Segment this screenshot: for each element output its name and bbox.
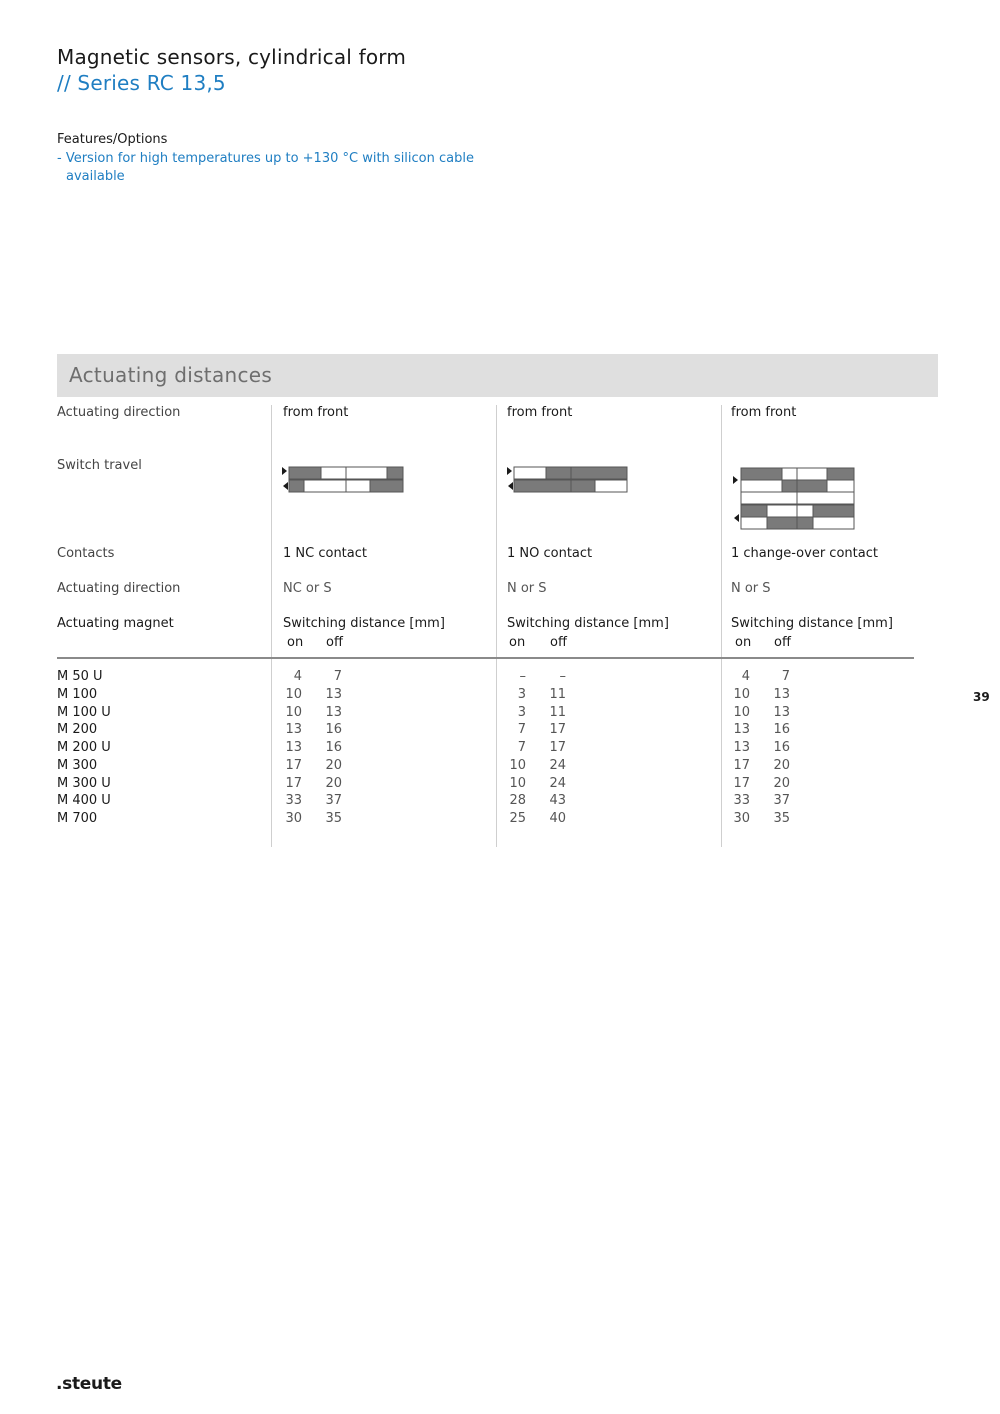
col3-off-value: 20 xyxy=(773,758,790,773)
col1-contact: 1 NC contact xyxy=(283,546,367,561)
col1-off-value: 20 xyxy=(325,776,342,791)
magnet-name: M 50 U xyxy=(57,669,103,684)
col3-on-label: on xyxy=(735,635,752,650)
col1-off-value: 37 xyxy=(325,793,342,808)
col1-off-value: 35 xyxy=(325,811,342,826)
col2-off-label: off xyxy=(550,635,567,650)
col3-on-value: 17 xyxy=(733,776,750,791)
col3-off-label: off xyxy=(774,635,791,650)
col1-on-value: 13 xyxy=(285,722,302,737)
col1-on-value: 4 xyxy=(293,669,302,684)
col1-off-value: 16 xyxy=(325,722,342,737)
magnet-name: M 100 U xyxy=(57,705,111,720)
forward-arrow-icon xyxy=(733,476,738,484)
col1-on-label: on xyxy=(287,635,304,650)
col3-on-value: 13 xyxy=(733,740,750,755)
col2-off-value: 17 xyxy=(549,740,566,755)
col1-on-value: 13 xyxy=(285,740,302,755)
col2-off-value: 40 xyxy=(549,811,566,826)
features-heading: Features/Options xyxy=(57,132,168,147)
col2-off-value: 24 xyxy=(549,758,566,773)
col3-direction: from front xyxy=(731,405,797,420)
nc-switch-travel-diagram xyxy=(281,466,405,496)
col2-on-value: 10 xyxy=(509,776,526,791)
label-switch-travel: Switch travel xyxy=(57,458,142,473)
col1-off-value: 13 xyxy=(325,705,342,720)
col1-poles: NC or S xyxy=(283,581,332,596)
no-switch-travel-diagram xyxy=(506,466,630,496)
col1-off-value: 7 xyxy=(333,669,342,684)
col1-on-value: 10 xyxy=(285,705,302,720)
col2-on-value: 7 xyxy=(517,740,526,755)
col2-on-label: on xyxy=(509,635,526,650)
magnet-name: M 300 xyxy=(57,758,98,773)
column-divider xyxy=(271,405,272,847)
page-number: 39 xyxy=(973,690,990,704)
col1-off-value: 13 xyxy=(325,687,342,702)
series-subtitle: // Series RC 13,5 xyxy=(57,71,226,95)
col2-off-value: – xyxy=(559,669,566,684)
magnet-name: M 100 xyxy=(57,687,98,702)
forward-arrow-icon xyxy=(507,467,512,475)
col1-on-value: 33 xyxy=(285,793,302,808)
col2-on-value: 3 xyxy=(517,687,526,702)
page-title: Magnetic sensors, cylindrical form xyxy=(57,45,407,69)
col1-off-value: 16 xyxy=(325,740,342,755)
col2-switching-heading: Switching distance [mm] xyxy=(507,616,669,631)
col3-on-value: 4 xyxy=(741,669,750,684)
col2-on-value: 25 xyxy=(509,811,526,826)
backward-arrow-icon xyxy=(283,482,288,490)
col3-on-value: 33 xyxy=(733,793,750,808)
col1-direction: from front xyxy=(283,405,349,420)
col1-on-value: 10 xyxy=(285,687,302,702)
col1-off-value: 20 xyxy=(325,758,342,773)
col2-off-value: 24 xyxy=(549,776,566,791)
col3-on-value: 13 xyxy=(733,722,750,737)
col3-off-value: 16 xyxy=(773,740,790,755)
col3-on-value: 10 xyxy=(733,687,750,702)
col2-on-value: 7 xyxy=(517,722,526,737)
col3-switching-heading: Switching distance [mm] xyxy=(731,616,893,631)
col2-on-value: 3 xyxy=(517,705,526,720)
col2-direction: from front xyxy=(507,405,573,420)
magnet-name: M 700 xyxy=(57,811,98,826)
col3-off-value: 20 xyxy=(773,776,790,791)
col1-on-value: 30 xyxy=(285,811,302,826)
backward-arrow-icon xyxy=(508,482,513,490)
changeover-switch-travel-diagram xyxy=(732,466,858,534)
label-actuating-direction-2: Actuating direction xyxy=(57,581,181,596)
column-divider xyxy=(496,405,497,847)
col2-on-value: 28 xyxy=(509,793,526,808)
col2-contact: 1 NO contact xyxy=(507,546,593,561)
col2-on-value: 10 xyxy=(509,758,526,773)
col2-off-value: 17 xyxy=(549,722,566,737)
magnet-name: M 300 U xyxy=(57,776,111,791)
steute-logo: .steute xyxy=(56,1374,122,1394)
col3-off-value: 16 xyxy=(773,722,790,737)
feature-item-line2: available xyxy=(66,169,125,184)
backward-arrow-icon xyxy=(734,514,739,522)
col3-off-value: 13 xyxy=(773,687,790,702)
col3-off-value: 7 xyxy=(781,669,790,684)
magnet-name: M 200 xyxy=(57,722,98,737)
col3-off-value: 13 xyxy=(773,705,790,720)
col1-off-label: off xyxy=(326,635,343,650)
forward-arrow-icon xyxy=(282,467,287,475)
col2-off-value: 43 xyxy=(549,793,566,808)
col2-off-value: 11 xyxy=(549,687,566,702)
col3-on-value: 30 xyxy=(733,811,750,826)
col3-on-value: 10 xyxy=(733,705,750,720)
col3-poles: N or S xyxy=(731,581,771,596)
label-actuating-direction: Actuating direction xyxy=(57,405,181,420)
col3-off-value: 37 xyxy=(773,793,790,808)
feature-item-line1: - Version for high temperatures up to +130 °C with silicon cable xyxy=(57,151,474,166)
col1-on-value: 17 xyxy=(285,758,302,773)
label-contacts: Contacts xyxy=(57,546,115,561)
col3-on-value: 17 xyxy=(733,758,750,773)
col1-on-value: 17 xyxy=(285,776,302,791)
col2-poles: N or S xyxy=(507,581,547,596)
col2-on-value: – xyxy=(519,669,526,684)
label-actuating-magnet: Actuating magnet xyxy=(57,616,174,631)
col1-switching-heading: Switching distance [mm] xyxy=(283,616,445,631)
magnet-name: M 400 U xyxy=(57,793,111,808)
col3-contact: 1 change-over contact xyxy=(731,546,878,561)
magnet-name: M 200 U xyxy=(57,740,111,755)
col3-off-value: 35 xyxy=(773,811,790,826)
col2-off-value: 11 xyxy=(549,705,566,720)
feature-item xyxy=(57,150,487,186)
section-title: Actuating distances xyxy=(69,363,273,387)
table-header-rule xyxy=(57,657,914,659)
column-divider xyxy=(721,405,722,847)
